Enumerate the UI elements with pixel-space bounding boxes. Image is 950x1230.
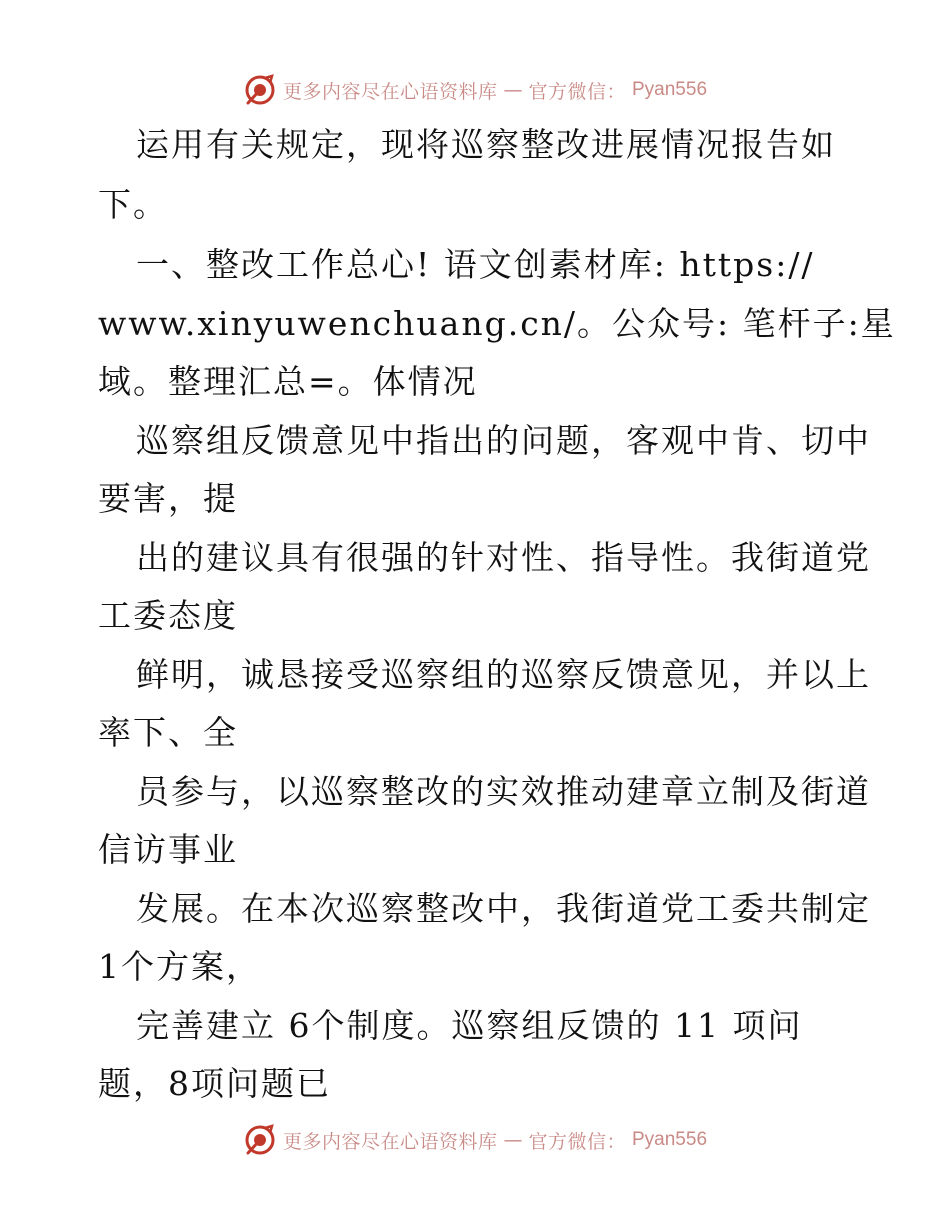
- body-line-1: 运用有关规定，现将巡察整改进展情况报告如: [136, 125, 836, 164]
- body-line-5: 域。整理汇总=。体情况: [98, 362, 478, 401]
- watermark-text: 更多内容尽在心语资料库: [282, 1130, 498, 1153]
- body-line-8: 出的建议具有很强的针对性、指导性。我街道党: [136, 538, 871, 577]
- body-line-3: 一、整改工作总心! 语文创素材库: https://: [136, 245, 815, 284]
- watermark-dash: —: [503, 79, 523, 101]
- watermark-text: 更多内容尽在心语资料库: [282, 80, 498, 103]
- pen-logo-icon: [243, 1123, 277, 1157]
- watermark-dash: —: [503, 1129, 523, 1151]
- body-line-7: 要害，提: [98, 479, 238, 518]
- body-line-13: 信访事业: [98, 830, 238, 869]
- body-line-17: 题，8项问题已: [98, 1064, 331, 1103]
- body-line-12: 员参与，以巡察整改的实效推动建章立制及街道: [136, 772, 871, 811]
- body-line-16: 完善建立 6个制度。巡察组反馈的 11 项问: [136, 1006, 803, 1045]
- body-line-11: 率下、全: [98, 713, 238, 752]
- body-line-14: 发展。在本次巡察整改中，我街道党工委共制定: [136, 889, 871, 928]
- footer-watermark: [0, 1120, 950, 1160]
- watermark-wechat-id: Pyan556: [632, 79, 708, 100]
- watermark-wechat-label: 官方微信：: [528, 1130, 626, 1153]
- body-line-4: www.xinyuwenchuang.cn/。公众号: 笔杆子:星: [98, 304, 896, 343]
- header-watermark: [0, 70, 950, 110]
- body-line-6: 巡察组反馈意见中指出的问题，客观中肯、切中: [136, 421, 871, 460]
- body-line-15: 1个方案，: [98, 947, 261, 986]
- body-line-2: 下。: [98, 185, 168, 224]
- watermark-wechat-label: 官方微信：: [528, 80, 626, 103]
- pen-logo-icon: [243, 73, 277, 107]
- body-line-10: 鲜明，诚恳接受巡察组的巡察反馈意见，并以上: [136, 655, 871, 694]
- watermark-wechat-id: Pyan556: [632, 1129, 708, 1150]
- body-line-9: 工委态度: [98, 596, 238, 635]
